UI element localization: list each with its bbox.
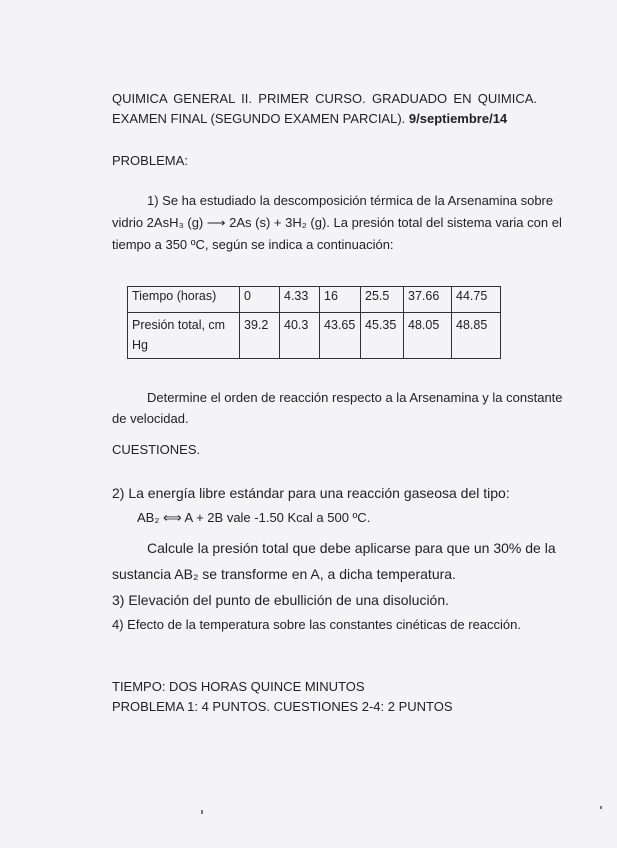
cuestion-4: 4) Efecto de la temperatura sobre las constantes cinéticas de reacción. — [112, 617, 521, 632]
header-line1: QUIMICA GENERAL II. PRIMER CURSO. GRADUADO EN QUIMICA. — [112, 91, 537, 106]
cuestion-2-line4: sustancia AB₂ se transforme en A, a dicha temperatura. — [112, 566, 456, 582]
question-line2: de velocidad. — [112, 411, 189, 426]
table-cell: 44.75 — [452, 287, 501, 313]
footer-tiempo: TIEMPO: DOS HORAS QUINCE MINUTOS — [112, 679, 365, 694]
table-cell: 16 — [320, 287, 361, 313]
row-label-time: Tiempo (horas) — [128, 287, 240, 313]
table-cell: 45.35 — [361, 313, 404, 359]
table-cell: 48.05 — [404, 313, 452, 359]
table-cell: 25.5 — [361, 287, 404, 313]
table-cell: 40.3 — [280, 313, 320, 359]
row-label-pressure: Presión total, cm Hg — [128, 313, 240, 359]
cuestion-3: 3) Elevación del punto de ebullición de una disolución. — [112, 592, 450, 608]
question-line1: Determine el orden de reacción respecto a la Arsenamina y la constante — [147, 390, 563, 405]
table-row-pressure — [128, 313, 501, 359]
cuestion-2-line2: AB₂ ⟺ A + 2B vale -1.50 Kcal a 500 ºC. — [137, 510, 371, 525]
problema-line1: 1) Se ha estudiado la descomposición térmica de la Arsenamina sobre — [147, 193, 554, 208]
table-cell: 43.65 — [320, 313, 361, 359]
scan-speck — [600, 806, 602, 809]
table-cell: 37.66 — [404, 287, 452, 313]
header-line2: EXAMEN FINAL (SEGUNDO EXAMEN PARCIAL). 9/septiembre/14 — [112, 111, 508, 126]
table-cell: 4.33 — [280, 287, 320, 313]
problema-heading: PROBLEMA: — [112, 153, 188, 168]
table-cell: 48.85 — [452, 313, 501, 359]
cuestion-2-line3: Calcule la presión total que debe aplicarse para que un 30% de la — [147, 540, 556, 556]
scan-speck — [201, 810, 203, 814]
pressure-time-table — [127, 286, 501, 359]
problema-line2: vidrio 2AsH₃ (g) ⟶ 2As (s) + 3H₂ (g). La presión total del sistema varia con el — [112, 215, 562, 230]
cuestion-2-line1: 2) La energía libre estándar para una reacción gaseosa del tipo: — [112, 485, 510, 501]
cuestiones-heading: CUESTIONES. — [112, 442, 201, 457]
table-cell: 0 — [240, 287, 280, 313]
table-cell: 39.2 — [240, 313, 280, 359]
table-row-time — [128, 287, 501, 313]
problema-line3: tiempo a 350 ºC, según se indica a continuación: — [112, 237, 394, 252]
exam-date: 9/septiembre/14 — [408, 111, 508, 126]
footer-puntos: PROBLEMA 1: 4 PUNTOS. CUESTIONES 2-4: 2 PUNTOS — [112, 699, 453, 714]
